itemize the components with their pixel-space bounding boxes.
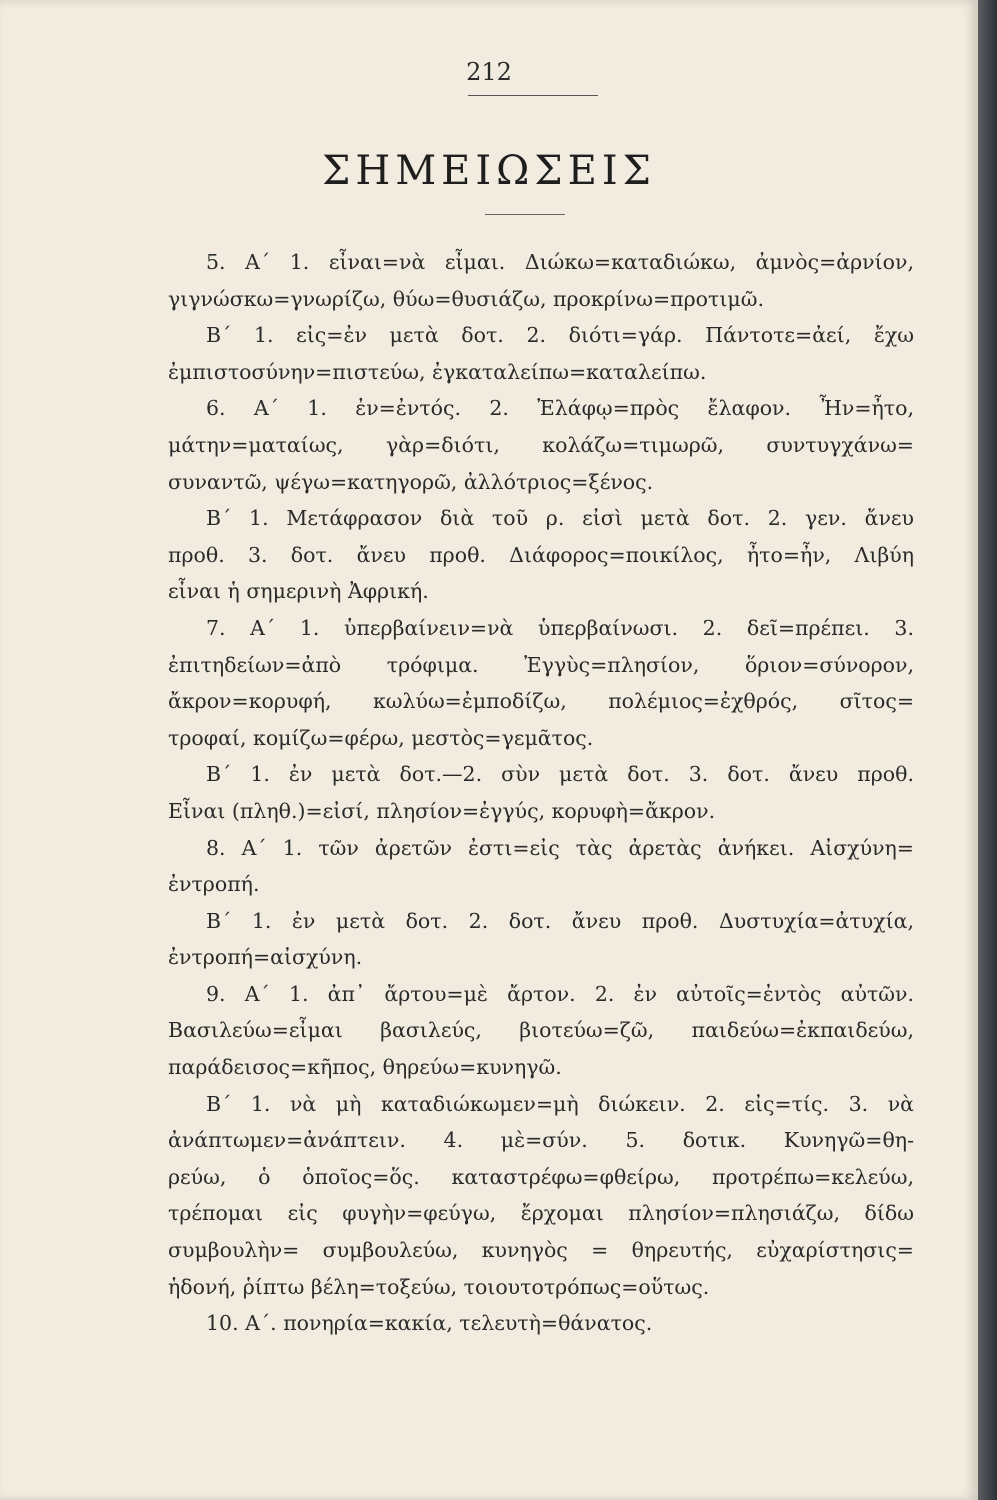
text-line: παράδεισος=κῆπος, θηρεύω=κυνηγῶ. [168,1055,562,1080]
text-line: ἀνάπτωμεν=ἀνάπτειν. 4. μὲ=σύν. 5. δοτικ. Κυνηγῶ=θη- [168,1128,914,1153]
section-heading: ΣΗΜΕΙΩΣΕΙΣ [322,148,656,194]
text-line: Β΄ 1. ἐν μετὰ δοτ. 2. δοτ. ἄνευ προθ. Δυστυχία=ἀτυχία, [206,908,914,933]
notes-body [168,244,914,1342]
text-line: Β΄ 1. Μετάφρασον διὰ τοῦ ρ. εἰσὶ μετὰ δοτ. 2. γεν. ἄνευ [206,506,914,531]
text-line: εἶναι ἡ σημερινὴ Ἀφρική. [168,579,429,604]
heading-rule [485,214,565,215]
text-line: Β΄ 1. ἐν μετὰ δοτ.—2. σὺν μετὰ δοτ. 3. δοτ. ἄνευ προθ. [206,762,914,787]
text-line: ἐντροπή=αἰσχύνη. [168,945,363,970]
text-line: Β΄ 1. εἰς=ἐν μετὰ δοτ. 2. διότι=γάρ. Πάντοτε=ἀεί, ἔχω [206,323,914,348]
text-line: ρεύω, ὁ ὁποῖος=ὅς. καταστρέφω=φθείρω, προτρέπω=κελεύω, [168,1164,914,1189]
text-line: συναντῶ, ψέγω=κατηγορῶ, ἀλλότριος=ξένος. [168,469,654,494]
text-line: ἄκρον=κορυφή, κωλύω=ἐμποδίζω, πολέμιος=ἐχθρός, σῖτος= [168,689,914,714]
page-number: 212 [466,58,512,86]
text-line: μάτην=ματαίως, γὰρ=διότι, κολάζω=τιμωρῶ, συντυγχάνω= [168,432,914,457]
text-line: 7. Α΄ 1. ὑπερβαίνειν=νὰ ὑπερβαίνωσι. 2. δεῖ=πρέπει. 3. [206,615,914,640]
header-rule [468,95,598,96]
text-line: Εἶναι (πληθ.)=εἰσί, πλησίον=ἐγγύς, κορυφὴ=ἄκρον. [168,798,716,823]
text-line: τρέπομαι εἰς φυγὴν=φεύγω, ἔρχομαι πλησίον=πλησιάζω, δίδω [168,1201,914,1226]
text-line: ἐμπιστοσύνην=πιστεύω, ἐγκαταλείπω=καταλείπω. [168,359,707,384]
text-line: συμβουλὴν= συμβουλεύω, κυνηγὸς = θηρευτής, εὐχαρίστησις= [168,1238,914,1263]
text-line: 8. Α΄ 1. τῶν ἀρετῶν ἐστι=εἰς τὰς ἀρετὰς ἀνήκει. Αἰσχύνη= [206,835,914,860]
text-line: 10. Α΄. πονηρία=κακία, τελευτὴ=θάνατος. [206,1311,653,1336]
text-line: 6. Α΄ 1. ἐν=ἐντός. 2. Ἐλάφῳ=πρὸς ἔλαφον. Ἦν=ἦτο, [206,396,914,421]
text-line: γιγνώσκω=γνωρίζω, θύω=θυσιάζω, προκρίνω=προτιμῶ. [168,286,764,311]
book-spine-edge [978,0,997,1500]
text-line: Βασιλεύω=εἶμαι βασιλεύς, βιοτεύω=ζῶ, παιδεύω=ἐκπαιδεύω, [168,1018,914,1043]
text-line: ἐντροπή. [168,872,260,897]
text-line: Β΄ 1. νὰ μὴ καταδιώκωμεν=μὴ διώκειν. 2. εἰς=τίς. 3. νὰ [206,1091,914,1116]
text-line: 5. Α΄ 1. εἶναι=νὰ εἶμαι. Διώκω=καταδιώκω, ἀμνὸς=ἀρνίον, [206,250,914,274]
text-line: ἡδονή, ῥίπτω βέλη=τοξεύω, τοιουτοτρόπως=οὕτως. [168,1274,710,1299]
text-line: 9. Α΄ 1. ἀπ᾽ ἄρτου=μὲ ἄρτον. 2. ἐν αὐτοῖς=ἐντὸς αὐτῶν. [206,981,914,1006]
text-line: ἐπιτηδείων=ἀπὸ τρόφιμα. Ἐγγὺς=πλησίον, ὅριον=σύνορον, [168,652,914,677]
text-line: τροφαί, κομίζω=φέρω, μεστὸς=γεμᾶτος. [168,725,594,750]
text-line: προθ. 3. δοτ. ἄνευ προθ. Διάφορος=ποικίλος, ἦτο=ἦν, Λιβύη [168,542,914,567]
